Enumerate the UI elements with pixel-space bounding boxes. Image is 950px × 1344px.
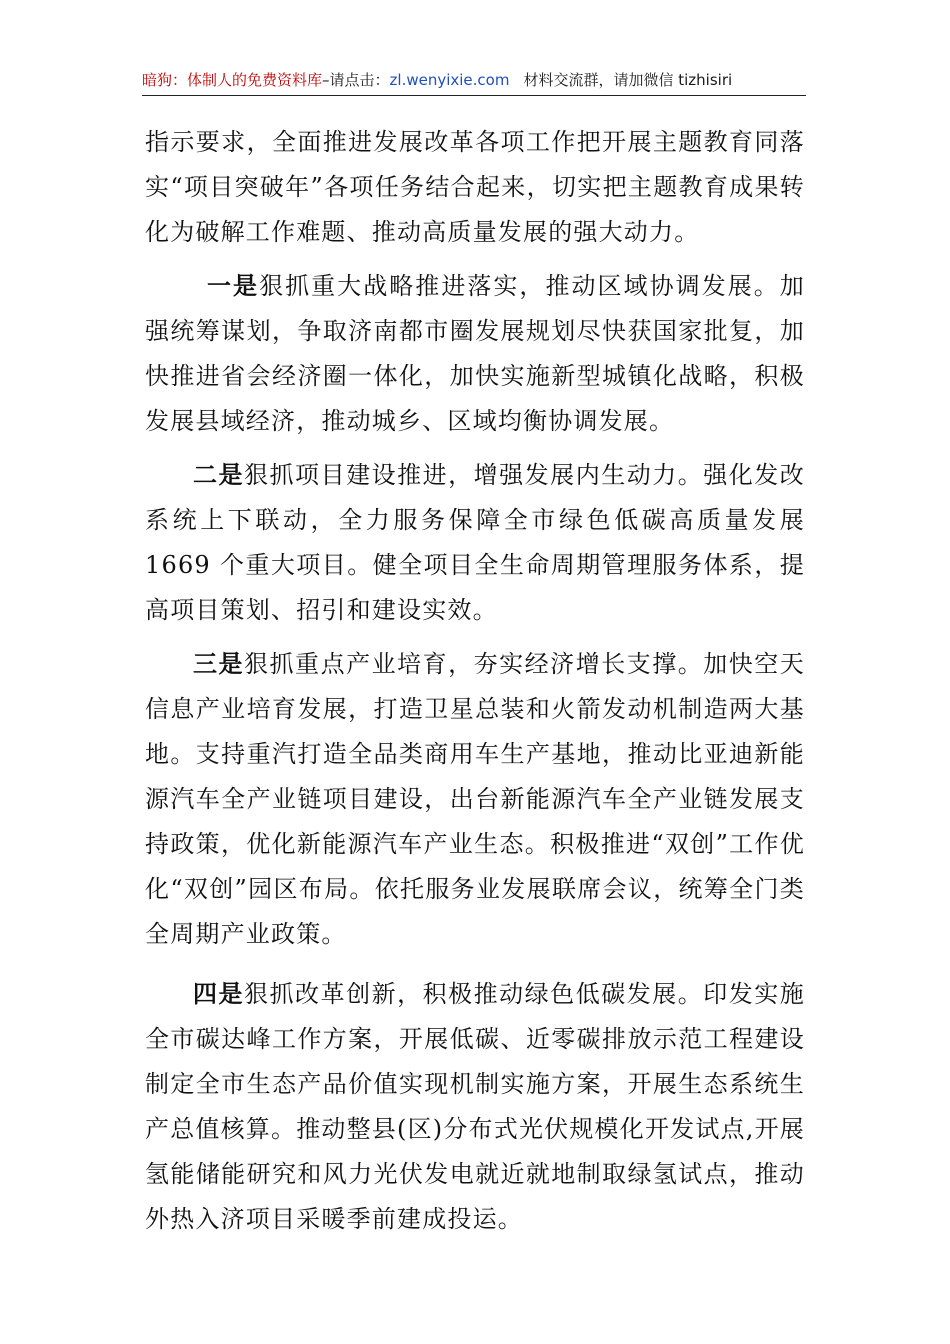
paragraph-lead: 二是 [193,460,245,489]
paragraph-point-4 [145,971,805,1242]
paragraph-text: 狠抓项目建设推进，增强发展内生动力。强化发改系统上下联动，全力服务保障全市绿色低碳高质量发展 1669 个重大项目。健全项目全生命周期管理服务体系，提高项目策划、招引和建设实效。 [145,461,805,624]
paragraph-text: 狠抓重点产业培育，夯实经济增长支撑。加快空天信息产业培育发展，打造卫星总装和火箭发动机制造两大基地。支持重汽打造全品类商用车生产基地，推动比亚迪新能源汽车全产业链项目建设，出台新能源汽车全产业链发展支持政策，优化新能源汽车产业生态。积极推进“双创”工作优化“双创”园区布局。依托服务业发展联席会议，统筹全门类全周期产业政策。 [145,650,805,948]
paragraph-point-1 [145,263,805,444]
paragraph-text: 指示要求，全面推进发展改革各项工作把开展主题教育同落实“项目突破年”各项任务结合起来，切实把主题教育成果转化为破解工作难题、推动高质量发展的强大动力。 [145,128,805,246]
paragraph-point-3 [145,641,805,957]
paragraph-lead: 一是 [207,271,260,300]
paragraph-text: 狠抓重大战略推进落实，推动区域协调发展。加强统筹谋划，争取济南都市圈发展规划尽快获国家批复，加快推进省会经济圈一体化，加快实施新型城镇化战略，积极发展县域经济，推动城乡、区域均衡协调发展。 [145,272,805,435]
document-body [145,120,805,1242]
header-contact: 材料交流群，请加微信 tizhisiri [523,71,733,89]
header-divider [142,95,806,96]
paragraph-continuation [145,120,805,255]
header-prompt: –请点击： [322,71,390,89]
page-header [142,66,806,94]
header-brand: 暗狗：体制人的免费资料库 [142,71,323,89]
paragraph-lead: 三是 [193,649,245,678]
paragraph-lead: 四是 [193,979,245,1008]
paragraph-text: 狠抓改革创新，积极推动绿色低碳发展。印发实施全市碳达峰工作方案，开展低碳、近零碳排放示范工程建设制定全市生态产品价值实现机制实施方案，开展生态系统生产总值核算。推动整县(区)分布式光伏规模化开发试点,开展氢能储能研究和风力光伏发电就近就地制取绿氢试点，推动外热入济项目采暖季前建成投运。 [145,980,805,1233]
paragraph-point-2 [145,452,805,633]
header-link[interactable]: zl.wenyixie.com [389,71,510,89]
